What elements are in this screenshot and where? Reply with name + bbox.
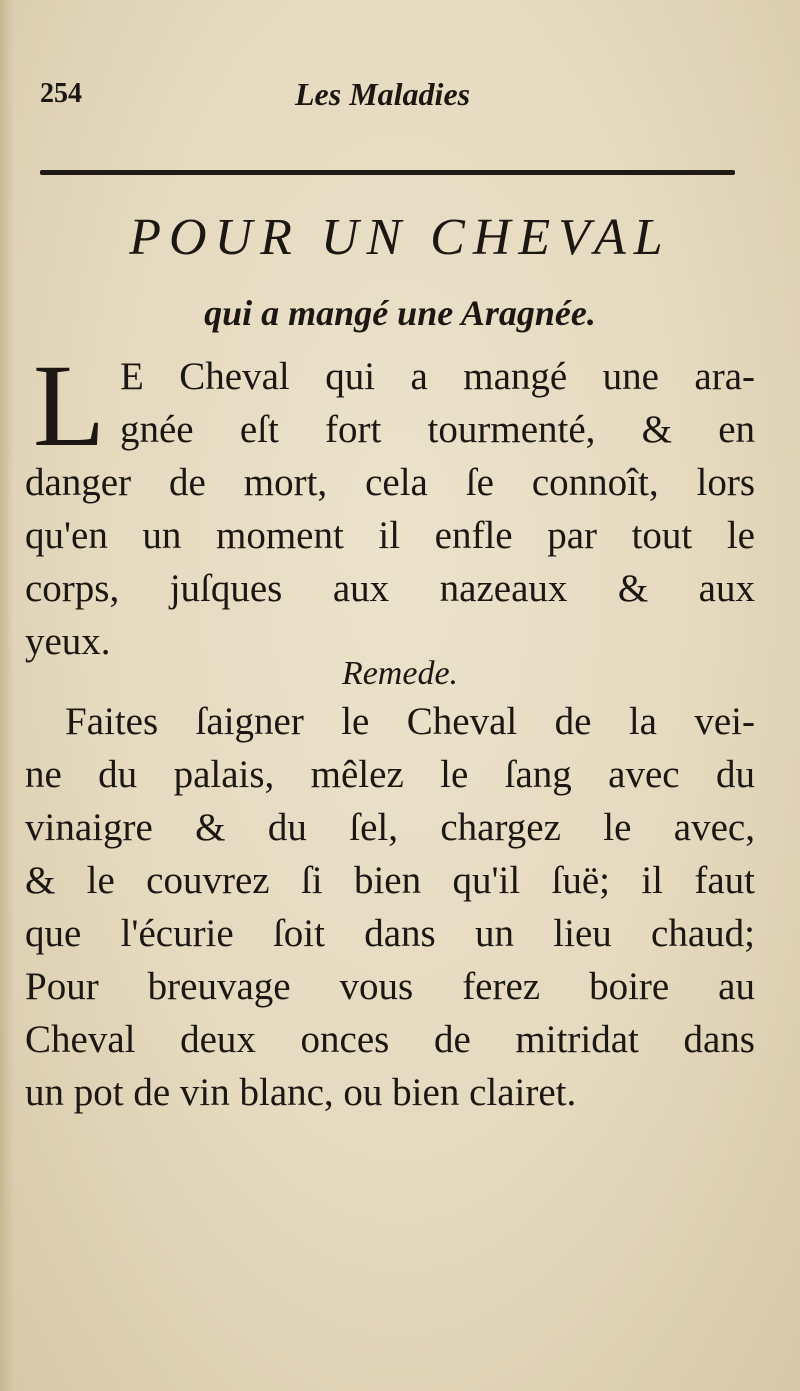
text-line: que l'écurie ſoit dans un lieu chaud; — [25, 912, 755, 955]
remedy-title: Remede. — [341, 655, 459, 692]
paragraph-remedy — [25, 695, 755, 1119]
text-line: Faites ſaigner le Cheval de la vei- — [65, 700, 755, 743]
text-line: & le couvrez ſi bien qu'il ſuë; il faut — [25, 859, 755, 902]
page-edge-shadow — [0, 0, 14, 1391]
text-line: danger de mort, cela ſe connoît, lors — [25, 461, 755, 504]
paragraph-symptoms — [25, 340, 755, 668]
text-line: yeux. — [25, 620, 111, 663]
section-heading: POUR UN CHEVAL — [129, 209, 671, 266]
text-line: un pot de vin blanc, ou bien clairet. — [25, 1071, 577, 1114]
text-line: vinaigre & du ſel, chargez le avec, — [25, 806, 755, 849]
text-line: Pour breuvage vous ferez boire au — [25, 965, 755, 1008]
text-line: ne du palais, mêlez le ſang avec du — [25, 753, 755, 796]
section-subheading: qui a mangé une Aragnée. — [204, 293, 596, 333]
header-rule — [40, 170, 735, 175]
text-line: qu'en un moment il enfle par tout le — [25, 514, 755, 557]
running-head — [40, 70, 760, 120]
text-line: gnée eſt fort tourmenté, & en — [120, 408, 755, 451]
text-line: E Cheval qui a mangé une ara- — [120, 355, 755, 398]
text-line: Cheval deux onces de mitridat dans — [25, 1018, 755, 1061]
page-number: 254 — [40, 78, 82, 109]
drop-cap: L — [33, 340, 106, 471]
text-line: corps, juſques aux nazeaux & aux — [25, 567, 755, 610]
running-title: Les Maladies — [295, 76, 471, 112]
